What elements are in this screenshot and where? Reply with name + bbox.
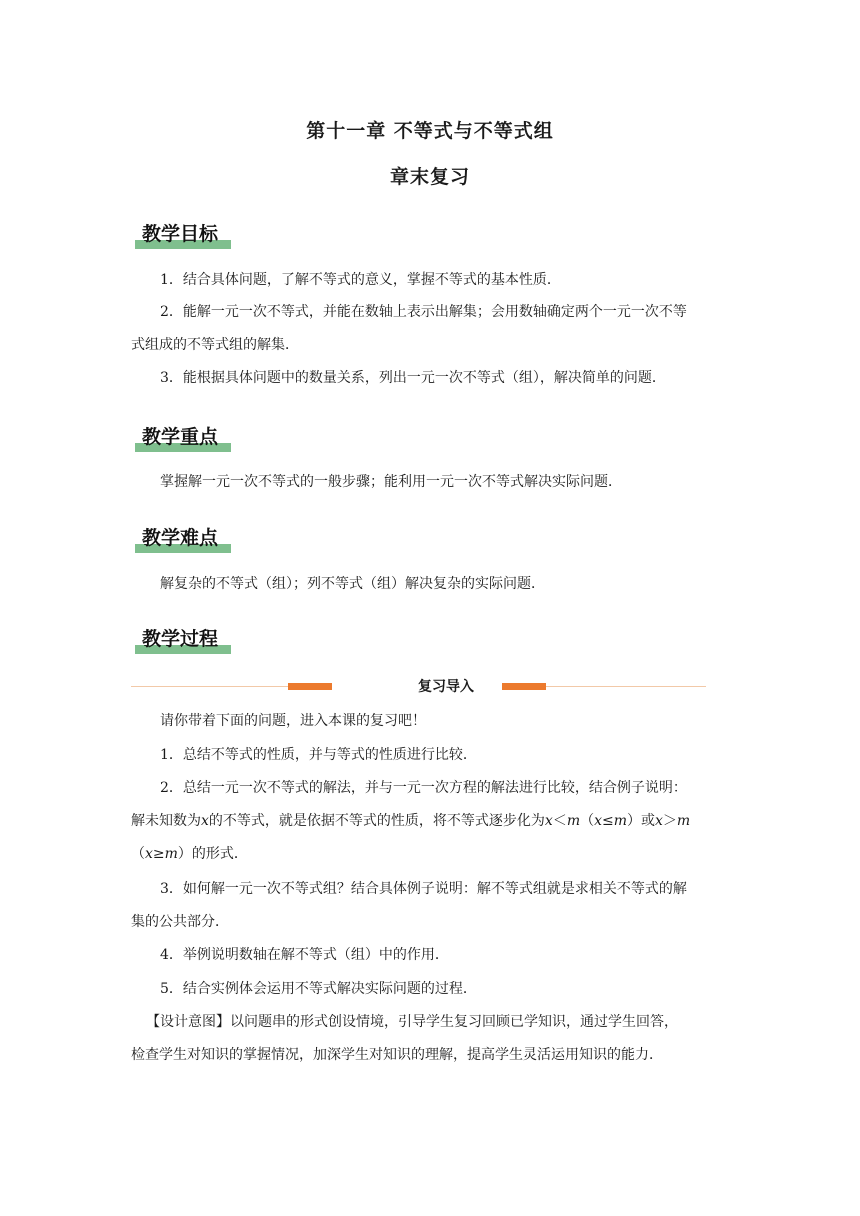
objective-item-cont: 式组成的不等式组的解集．: [131, 337, 299, 353]
var-m: m: [566, 813, 581, 829]
design-intent: 【设计意图】以问题串的形式创设情境，引导学生复习回顾已学知识，通过学生回答，: [146, 1014, 678, 1030]
text-run: 的形式．: [191, 846, 248, 862]
heading-text: 教学目标: [142, 223, 219, 245]
symbol-ge: ≥: [152, 846, 165, 862]
question-item-cont: [131, 844, 731, 864]
heading-text: 教学重点: [142, 426, 219, 448]
paren: ）: [177, 846, 192, 862]
text-run: 解未知数为: [131, 813, 201, 829]
objective-item: 1．结合具体问题，了解不等式的意义，掌握不等式的基本性质．: [160, 272, 561, 288]
heading-text: 教学过程: [142, 628, 219, 650]
intro-text: 请你带着下面的问题，进入本课的复习吧！: [160, 713, 426, 729]
chapter-title: 第十一章 不等式与不等式组: [306, 120, 554, 142]
question-item: 2．总结一元一次不等式的解法，并与一元一次方程的解法进行比较，结合例子说明：: [160, 780, 687, 796]
var-m: m: [164, 846, 178, 862]
var-x: x: [594, 813, 602, 829]
question-item: 4．举例说明数轴在解不等式（组）中的作用．: [160, 947, 449, 963]
difficulties-text: 解复杂的不等式（组）；列不等式（组）解决复杂的实际问题．: [160, 576, 545, 592]
symbol-le: ≤: [602, 813, 614, 829]
objective-item: 3．能根据具体问题中的数量关系，列出一元一次不等式（组），解决简单的问题．: [160, 370, 666, 386]
symbol-gt: ＞: [662, 813, 677, 829]
question-item-cont: [131, 811, 731, 831]
text-run: 或: [641, 813, 656, 829]
divider-line-right: [546, 686, 706, 687]
var-m: m: [676, 813, 691, 829]
page-subtitle: 章末复习: [389, 166, 470, 188]
divider-accent-right: [502, 683, 546, 690]
question-item: 3．如何解一元一次不等式组？结合具体例子说明：解不等式组就是求相关不等式的解: [160, 881, 687, 897]
objective-item: 2．能解一元一次不等式，并能在数轴上表示出解集；会用数轴确定两个一元一次不等: [160, 304, 687, 320]
paren: ）: [627, 813, 642, 829]
var-x: x: [544, 813, 553, 829]
text-run: 的不等式，就是依据不等式的性质，将不等式逐步化为: [208, 813, 545, 829]
var-m: m: [613, 813, 628, 829]
symbol-lt: ＜: [552, 813, 567, 829]
paren: （: [131, 846, 145, 862]
design-intent-cont: 检查学生对知识的掌握情况，加深学生对知识的理解，提高学生灵活运用知识的能力．: [131, 1047, 663, 1063]
var-x: x: [655, 813, 663, 829]
question-item-cont: 集的公共部分．: [131, 914, 229, 930]
var-x: x: [145, 846, 153, 862]
heading-text: 教学难点: [142, 527, 219, 549]
key-points-text: 掌握解一元一次不等式的一般步骤；能利用一元一次不等式解决实际问题．: [160, 474, 622, 490]
var-x: x: [201, 813, 209, 829]
question-item: 5．结合实例体会运用不等式解决实际问题的过程．: [160, 981, 477, 997]
paren: （: [580, 813, 595, 829]
divider-label: 复习导入: [418, 679, 474, 695]
question-item: 1．总结不等式的性质，并与等式的性质进行比较．: [160, 747, 477, 763]
